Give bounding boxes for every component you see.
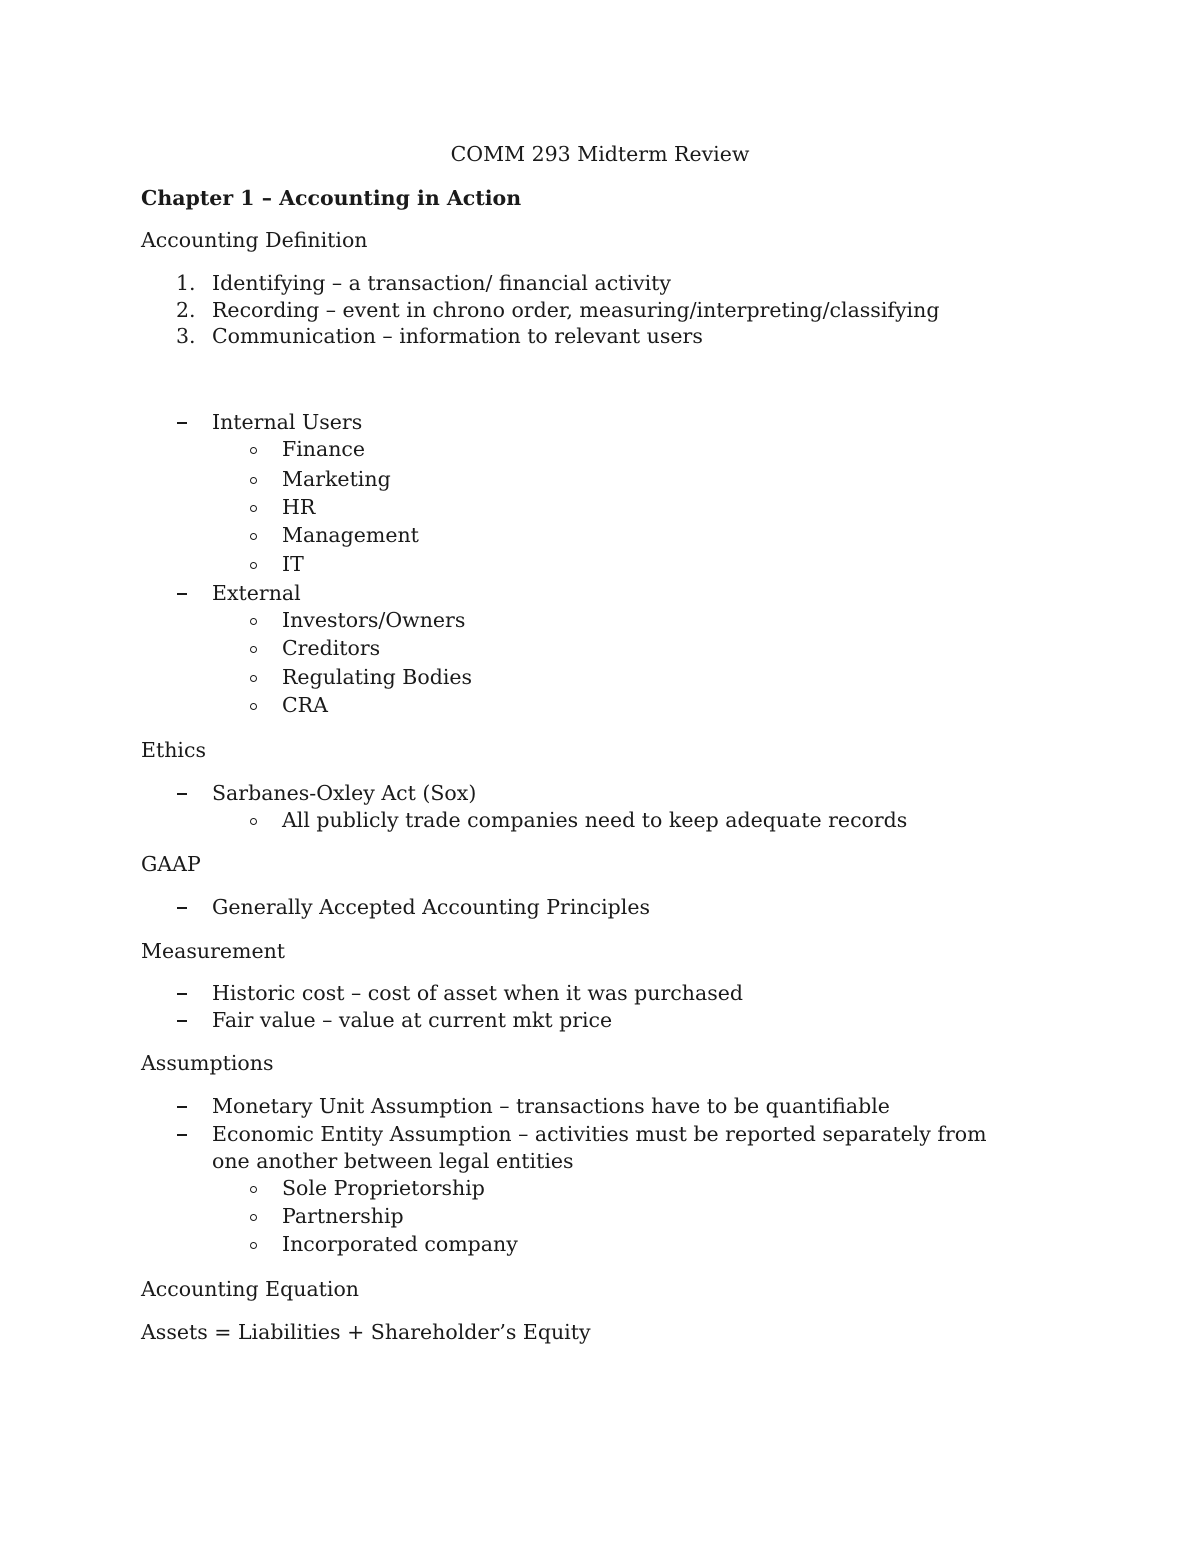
- circle-bullet: [250, 447, 257, 454]
- bullet-historic-cost: Historic cost – cost of asset when it was purchased: [212, 981, 743, 1005]
- bullet-sox: Sarbanes-Oxley Act (Sox): [212, 781, 477, 805]
- circle-bullet: [250, 618, 257, 625]
- circle-bullet: [250, 703, 257, 710]
- bullet-economic-entity: Economic Entity Assumption – activities must be reported separately from: [212, 1122, 987, 1146]
- sub-item: Management: [282, 523, 419, 547]
- circle-bullet: [250, 1242, 257, 1249]
- accounting-equation: Assets = Liabilities + Shareholder’s Equity: [141, 1320, 591, 1344]
- sub-item: Incorporated company: [282, 1232, 518, 1256]
- sub-item: Marketing: [282, 467, 391, 491]
- bullet-external: External: [212, 581, 301, 605]
- document-title: COMM 293 Midterm Review: [450, 142, 750, 166]
- sub-item: Investors/Owners: [282, 608, 466, 632]
- section-heading-measurement: Measurement: [141, 939, 286, 963]
- list-item: Communication – information to relevant users: [212, 324, 703, 348]
- bullet-fair-value: Fair value – value at current mkt price: [212, 1008, 613, 1032]
- dash-bullet: [177, 593, 187, 595]
- sub-item: Finance: [282, 437, 366, 461]
- section-heading-gaap: GAAP: [141, 852, 201, 876]
- circle-bullet: [250, 1214, 257, 1221]
- list-item: Recording – event in chrono order, measuring/interpreting/classifying: [212, 298, 940, 322]
- sub-item: Creditors: [282, 636, 381, 660]
- sub-item: CRA: [282, 693, 328, 717]
- circle-bullet: [250, 533, 257, 540]
- section-heading-accounting-definition: Accounting Definition: [141, 228, 368, 252]
- dash-bullet: [177, 422, 187, 424]
- section-heading-assumptions: Assumptions: [141, 1051, 274, 1075]
- circle-bullet: [250, 646, 257, 653]
- section-heading-ethics: Ethics: [141, 738, 206, 762]
- sub-item: Partnership: [282, 1204, 404, 1228]
- bullet-monetary-unit: Monetary Unit Assumption – transactions have to be quantifiable: [212, 1094, 890, 1118]
- dash-bullet: [177, 993, 187, 995]
- bullet-internal-users: Internal Users: [212, 410, 363, 434]
- sub-item: HR: [282, 495, 316, 519]
- dash-bullet: [177, 1134, 187, 1136]
- bullet-economic-entity-cont: one another between legal entities: [212, 1149, 574, 1173]
- section-heading-accounting-equation: Accounting Equation: [141, 1277, 360, 1301]
- circle-bullet: [250, 818, 257, 825]
- sub-item: All publicly trade companies need to keep adequate records: [282, 808, 908, 832]
- sub-item: Sole Proprietorship: [282, 1176, 485, 1200]
- list-item: Identifying – a transaction/ financial activity: [212, 271, 671, 295]
- sub-item: Regulating Bodies: [282, 665, 473, 689]
- circle-bullet: [250, 675, 257, 682]
- chapter-heading: Chapter 1 – Accounting in Action: [141, 186, 522, 210]
- list-number: 3.: [176, 324, 196, 348]
- list-number: 2.: [176, 298, 196, 322]
- bullet-gaap: Generally Accepted Accounting Principles: [212, 895, 650, 919]
- dash-bullet: [177, 793, 187, 795]
- sub-item: IT: [282, 552, 304, 576]
- circle-bullet: [250, 505, 257, 512]
- circle-bullet: [250, 1186, 257, 1193]
- dash-bullet: [177, 1020, 187, 1022]
- dash-bullet: [177, 907, 187, 909]
- circle-bullet: [250, 477, 257, 484]
- list-number: 1.: [176, 271, 196, 295]
- circle-bullet: [250, 562, 257, 569]
- dash-bullet: [177, 1106, 187, 1108]
